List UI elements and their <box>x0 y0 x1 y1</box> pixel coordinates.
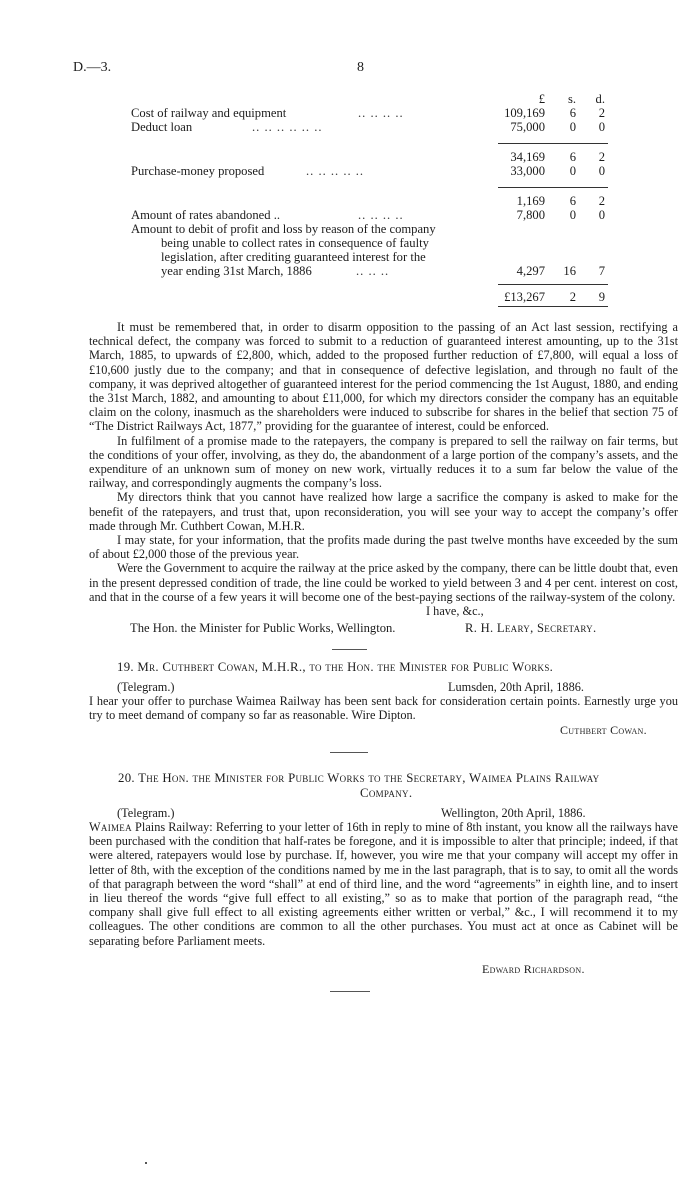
body-text: Plains Railway: Referring to your letter of 16th in reply to mine of 8th instant, you know all the railways have been purchased with the condition that half-rates be foregone, and it is impossible to alter that principle; indeed, if that were altered, ratepayers would lose by purchase. If, however, you wire me that your company will accept my offer in letter of 8th, with the exception of the conditions named by me in the last paragraph, that is to say, to omit all the words of that paragraph between the word “shall” at end of third line, and the word “agreements” in eighth line, and to insert in lieu thereof the words “give full effect to all existing,” so as to make that portion of the paragraph read, “the company shall give full effect to all existing agreements either written or verbal,” &c., I will recommend it to my colleagues. The other conditions are common to all the other purchases. You must act at once as Cabinet will be separating before Parliament meets. <box>89 820 678 948</box>
section-divider <box>330 991 370 992</box>
amount-pounds: 4,297 <box>516 264 545 278</box>
amount-shillings: 6 <box>569 106 576 120</box>
telegram-label: (Telegram.) <box>117 806 175 820</box>
row-label: Deduct loan <box>131 120 193 134</box>
letter-signature: R. H. Leary, Secretary. <box>465 621 597 635</box>
amount-pounds: 33,000 <box>510 164 545 178</box>
paragraph: Were the Government to acquire the railway at the price asked by the company, there can be little doubt that, even in the present depressed condition of trade, the line could be worked to yield between 3 and 4 per cent. interest on cost, and that in the course of a few years it will become one of the best-paying sections of the railway-system of the colony. <box>89 561 678 604</box>
section-divider <box>332 649 367 650</box>
total-shillings: 2 <box>569 290 576 304</box>
item-20-heading: 20. The Hon. the Minister for Public Works to the Secretary, Waimea Plains Railway <box>118 771 600 785</box>
subtotal-pence: 2 <box>598 194 605 208</box>
amount-shillings: 0 <box>569 208 576 222</box>
leader-dots: .. .. .. .. <box>358 208 404 222</box>
leader-dots: .. .. .. .. <box>358 106 404 120</box>
total-pounds: £13,267 <box>504 290 545 304</box>
printer-mark <box>145 1162 147 1164</box>
row-label: Amount of rates abandoned .. <box>131 208 280 222</box>
amount-shillings: 16 <box>563 264 576 278</box>
total-rule <box>498 306 608 307</box>
amount-pence: 0 <box>598 120 605 134</box>
amount-shillings: 0 <box>569 164 576 178</box>
letter-closing: I have, &c., <box>426 604 484 618</box>
item-20-signature: Edward Richardson. <box>482 962 585 976</box>
amount-pounds: 75,000 <box>510 120 545 134</box>
page-number: 8 <box>357 60 364 75</box>
debit-label-line: year ending 31st March, 1886 <box>161 264 312 278</box>
amount-shillings: 0 <box>569 120 576 134</box>
subtotal-pence: 2 <box>598 150 605 164</box>
subtotal-rule <box>498 143 608 144</box>
total-rule <box>498 284 608 285</box>
debit-label-line: being unable to collect rates in consequence of faulty <box>161 236 429 250</box>
place-date: Lumsden, 20th April, 1886. <box>448 680 584 694</box>
body-lead-word: Waimea <box>89 820 132 834</box>
subtotal-pounds: 1,169 <box>516 194 545 208</box>
leader-dots: .. .. .. .. .. .. <box>252 120 323 134</box>
amount-pence: 0 <box>598 208 605 222</box>
telegram-body <box>89 820 678 948</box>
amount-pounds: 109,169 <box>504 106 545 120</box>
col-header-pounds: £ <box>538 92 545 106</box>
amount-pence: 0 <box>598 164 605 178</box>
debit-label-line: legislation, after crediting guaranteed interest for the <box>161 250 426 264</box>
amount-pounds: 7,800 <box>516 208 545 222</box>
subtotal-rule <box>498 187 608 188</box>
telegram-body: I hear your offer to purchase Waimea Railway has been sent back for consideration certain points. Earnestly urge you try to meet demand of company so far as reasonable. Wire Dipton. <box>89 694 678 723</box>
subtotal-pounds: 34,169 <box>510 150 545 164</box>
leader-dots: .. .. .. <box>356 264 390 278</box>
item-19-body <box>89 694 678 722</box>
row-label: Purchase-money proposed <box>131 164 265 178</box>
amount-pence: 2 <box>598 106 605 120</box>
item-19-signature: Cuthbert Cowan. <box>560 723 647 737</box>
debit-label-line: Amount to debit of profit and loss by reason of the company <box>131 222 436 236</box>
item-20-heading-cont: Company. <box>360 786 413 800</box>
paragraph: It must be remembered that, in order to disarm opposition to the passing of an Act last session, rectifying a technical defect, the company was forced to submit to a reduction of guaranteed interest amounting, up to the 31st March, 1885, to upwards of £2,800, which, added to the proposed further reduction of £7,800, will equal a loss of £10,600 justly due to the company; and that in consequence of defective legislation, and through no fault of the company, it was deprived altogether of guaranteed interest for the period commencing the 1st August, 1880, and ending the 31st March, 1882, and amounting to about £11,000, for which my directors consider the company has an equitable claim on the colony, inasmuch as the shareholders were induced to subscribe for shares in the belief that section 75 of “The District Railways Act, 1877,” providing for the guarantee of interest, could be enforced. <box>89 320 678 434</box>
subtotal-shillings: 6 <box>569 194 576 208</box>
item-19-heading: 19. Mr. Cuthbert Cowan, M.H.R., to the Hon. the Minister for Public Works. <box>117 660 554 674</box>
paragraph: I may state, for your information, that the profits made during the past twelve months have exceeded by the sum of about £2,000 those of the previous year. <box>89 533 678 562</box>
item-20-body <box>89 820 678 948</box>
leader-dots: .. .. .. .. .. <box>306 164 365 178</box>
total-pence: 9 <box>598 290 605 304</box>
col-header-shillings: s. <box>567 92 576 106</box>
amount-pence: 7 <box>598 264 605 278</box>
telegram-label: (Telegram.) <box>117 680 175 694</box>
paragraph: My directors think that you cannot have realized how large a sacrifice the company is asked to make for the benefit of the ratepayers, and trust that, upon reconsideration, you will see your way to accept the company’s offer made through Mr. Cuthbert Cowan, M.H.R. <box>89 490 678 533</box>
col-header-pence: d. <box>595 92 605 106</box>
letter-body <box>89 320 678 604</box>
document-reference: D.—3. <box>73 60 112 75</box>
subtotal-shillings: 6 <box>569 150 576 164</box>
letter-addressee: The Hon. the Minister for Public Works, Wellington. <box>130 621 396 635</box>
row-label: Cost of railway and equipment <box>131 106 287 120</box>
place-date: Wellington, 20th April, 1886. <box>441 806 586 820</box>
paragraph: In fulfilment of a promise made to the ratepayers, the company is prepared to sell the railway on fair terms, but the conditions of your offer, involving, as they do, the abandonment of a large portion of the company’s assets, and the expenditure of an unknown sum of money on new work, virtually reduces it to a sum far below the value of the railway, and correspondingly augments the company’s loss. <box>89 433 678 491</box>
section-divider <box>330 752 368 753</box>
